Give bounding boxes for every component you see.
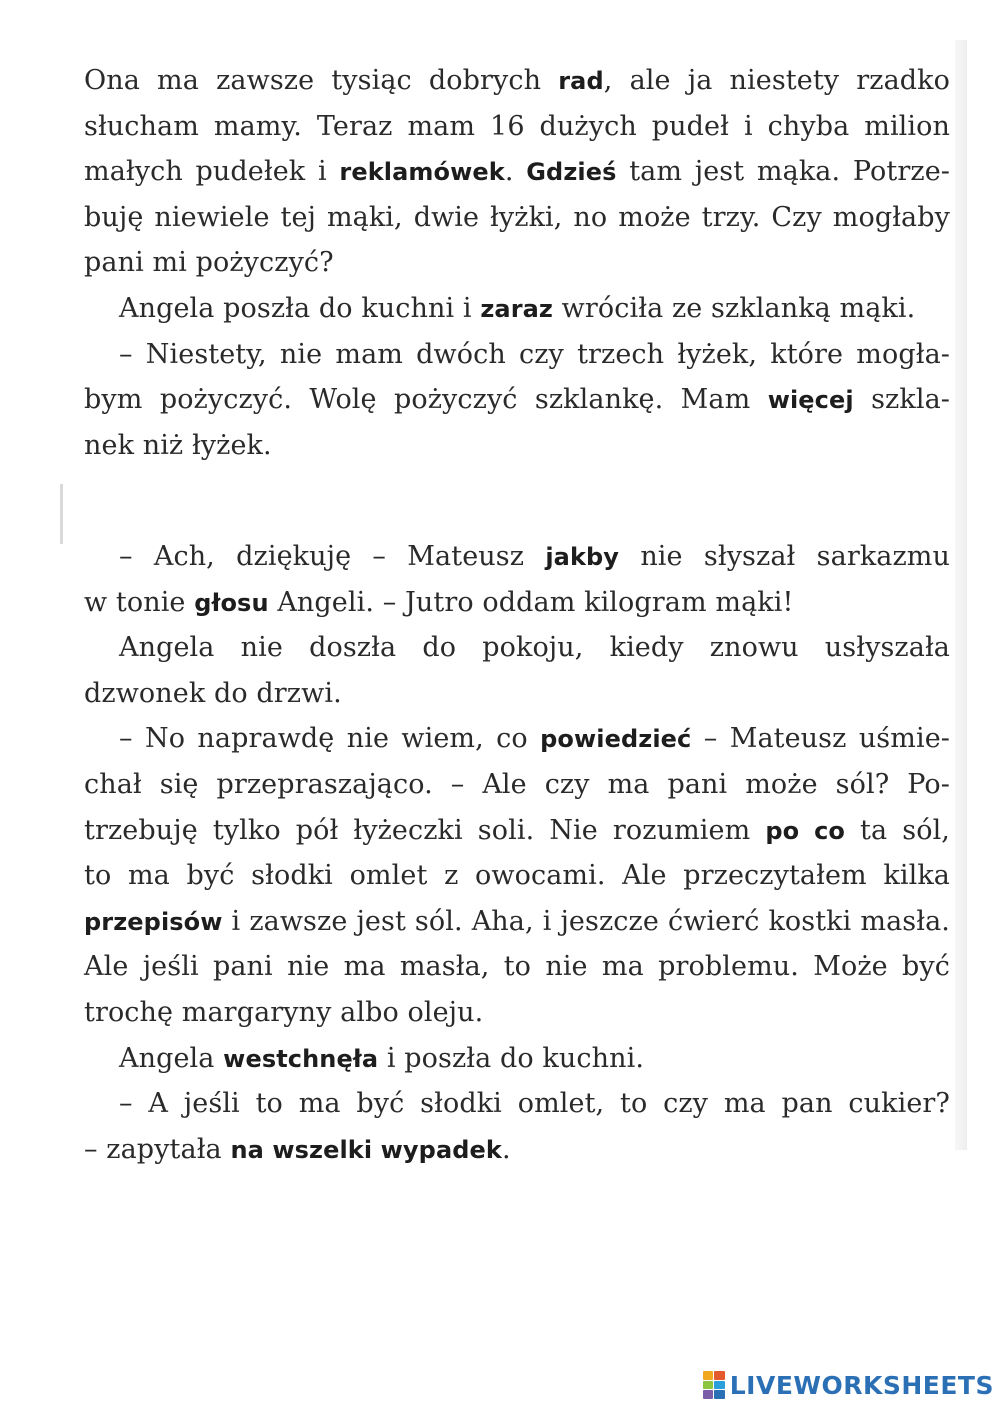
- logo-tile: [714, 1390, 725, 1399]
- text-line: [84, 534, 950, 580]
- text-segment: słucham mamy. Teraz mam 16 dużych pudeł i chyba milion: [84, 110, 950, 142]
- text-segment: ta sól,: [845, 814, 950, 846]
- text-segment: Angela poszła do kuchni i: [119, 292, 481, 324]
- text-line: [84, 1081, 950, 1127]
- text-line: [84, 149, 950, 195]
- text-segment: tam jest mąka. Potrze-: [616, 156, 950, 188]
- text-line: [84, 580, 950, 626]
- text-segment: wróciła ze szklanką mąki.: [553, 292, 916, 324]
- text-segment: to ma być słodki omlet z owocami. Ale przeczytałem kilka: [84, 860, 950, 892]
- logo-tile: [714, 1381, 725, 1390]
- liveworksheets-logo[interactable]: [703, 1367, 994, 1403]
- keyword: Gdzieś: [526, 158, 617, 187]
- text-line: [84, 944, 950, 990]
- keyword: zaraz: [480, 294, 553, 323]
- text-segment: – zapytała: [84, 1133, 231, 1165]
- text-block-1: [84, 58, 950, 468]
- text-segment: Angela nie doszła do pokoju, kiedy znowu usłyszała: [119, 632, 950, 664]
- text-segment: .: [501, 1133, 511, 1165]
- logo-tile: [714, 1371, 725, 1380]
- keyword: po co: [765, 816, 845, 845]
- text-line: [84, 899, 950, 945]
- text-line: [84, 286, 950, 332]
- keyword: na wszelki wypadek: [230, 1135, 502, 1164]
- text-line: [84, 1036, 950, 1082]
- text-segment: i zawsze jest sól. Aha, i jeszcze ćwierć kostki masła.: [222, 905, 950, 937]
- text-segment: trochę margaryny albo oleju.: [84, 996, 484, 1028]
- text-segment: pani mi pożyczyć?: [84, 247, 334, 279]
- keyword: reklamówek: [339, 158, 505, 187]
- text-line: [84, 1127, 950, 1173]
- text-segment: bym pożyczyć. Wolę pożyczyć szklankę. Mam: [84, 384, 768, 416]
- text-segment: małych pudełek i: [84, 156, 340, 188]
- text-line: [84, 716, 950, 762]
- text-line: [84, 671, 950, 717]
- keyword: westchnęła: [223, 1044, 379, 1073]
- scan-page-edge: [955, 40, 967, 1150]
- text-block-2: [84, 534, 950, 1172]
- text-segment: w tonie: [84, 586, 195, 618]
- text-line: [84, 853, 950, 899]
- text-line: [84, 58, 950, 104]
- text-segment: nek niż łyżek.: [84, 429, 272, 461]
- text-segment: Ale jeśli pani nie ma masła, to nie ma problemu. Może być: [84, 951, 950, 983]
- text-segment: i poszła do kuchni.: [378, 1042, 644, 1074]
- text-segment: Angela: [119, 1042, 224, 1074]
- text-segment: Angeli. – Jutro oddam kilogram mąki!: [268, 586, 794, 618]
- text-segment: – Ach, dziękuję – Mateusz: [119, 541, 546, 572]
- text-segment: trzebuję tylko pół łyżeczki soli. Nie rozumiem: [84, 814, 766, 846]
- text-segment: – A jeśli to ma być słodki omlet, to czy ma pan cukier?: [119, 1088, 950, 1120]
- text-segment: buję niewiele tej mąki, dwie łyżki, no może trzy. Czy mogłaby: [84, 201, 950, 233]
- text-line: [84, 423, 950, 469]
- text-line: [84, 240, 950, 286]
- keyword: przepisów: [84, 907, 223, 936]
- text-line: [84, 377, 950, 423]
- text-segment: chał się przepraszająco. – Ale czy ma pani może sól? Po-: [84, 768, 950, 800]
- keyword: jakby: [545, 543, 620, 571]
- keyword: rad: [558, 67, 604, 95]
- logo-tile: [703, 1371, 714, 1380]
- liveworksheets-logo-icon: [703, 1371, 725, 1399]
- keyword: powiedzieć: [540, 725, 692, 754]
- text-segment: szkla-: [853, 384, 950, 416]
- logo-tile: [703, 1390, 714, 1399]
- text-segment: nie słyszał sarkazmu: [619, 541, 950, 572]
- text-line: [84, 332, 950, 378]
- text-segment: dzwonek do drzwi.: [84, 677, 342, 709]
- logo-text: LIVEWORKSHEETS: [729, 1370, 994, 1400]
- text-segment: – Mateusz uśmie-: [691, 723, 951, 755]
- text-line: [84, 808, 950, 854]
- text-line: [84, 104, 950, 150]
- text-segment: .: [504, 156, 527, 188]
- text-line: [84, 195, 950, 241]
- text-segment: , ale ja niestety rzadko: [603, 65, 950, 96]
- logo-tile: [703, 1381, 714, 1390]
- keyword: głosu: [194, 588, 269, 617]
- text-segment: – No naprawdę nie wiem, co: [119, 723, 541, 755]
- scan-margin-mark: [60, 484, 63, 544]
- text-segment: – Niestety, nie mam dwóch czy trzech łyżek, które mogła-: [119, 338, 950, 370]
- text-line: [84, 625, 950, 671]
- text-segment: Ona ma zawsze tysiąc dobrych: [84, 65, 559, 96]
- text-line: [84, 990, 950, 1036]
- keyword: więcej: [767, 386, 854, 415]
- text-line: [84, 762, 950, 808]
